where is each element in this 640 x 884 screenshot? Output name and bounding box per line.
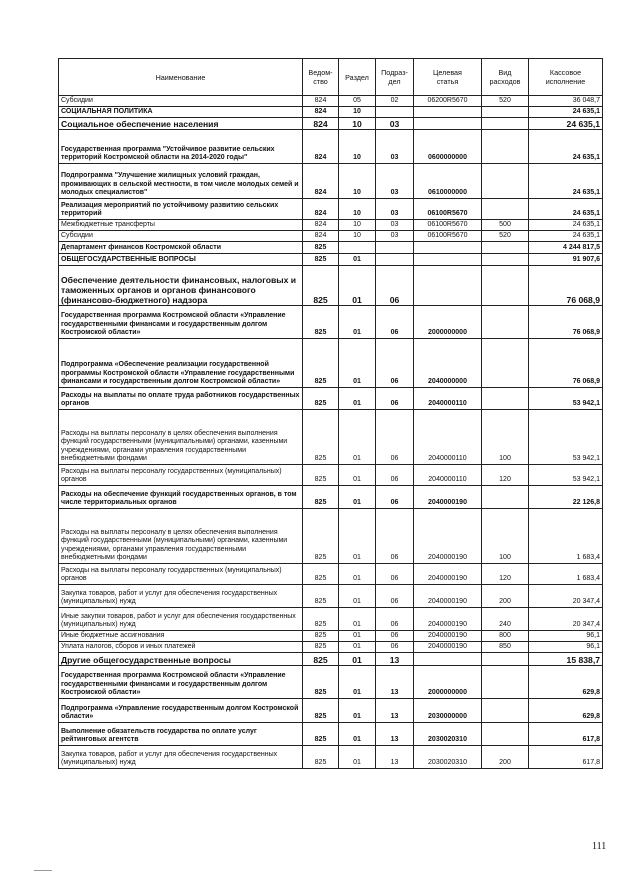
cell-vid: [482, 486, 529, 509]
table-row: [59, 564, 603, 585]
cell-name: Расходы на обеспечение функций государственных органов, в том числе территориальных органов: [59, 486, 303, 509]
cell-sum: 24 635,1: [529, 118, 603, 130]
cell-vid: [482, 388, 529, 410]
cell-podrazdel: [376, 107, 414, 118]
scan-mark: [34, 870, 52, 871]
cell-vedom: 825: [303, 666, 339, 699]
cell-podrazdel: 06: [376, 266, 414, 306]
cell-razdel: 01: [339, 699, 376, 723]
table-row: [59, 699, 603, 723]
table-row: [59, 96, 603, 107]
cell-razdel: 01: [339, 585, 376, 608]
cell-vedom: 825: [303, 388, 339, 410]
cell-sum: 1 683,4: [529, 509, 603, 564]
cell-razdel: 01: [339, 608, 376, 631]
cell-name: Расходы на выплаты персоналу государственных (муниципальных) органов: [59, 564, 303, 585]
cell-vid: [482, 199, 529, 220]
table-row: [59, 339, 603, 388]
cell-sum: 20 347,4: [529, 608, 603, 631]
cell-podrazdel: 06: [376, 306, 414, 339]
cell-vid: 520: [482, 96, 529, 107]
cell-name: Департамент финансов Костромской области: [59, 242, 303, 254]
cell-sum: 53 942,1: [529, 388, 603, 410]
cell-vedom: 825: [303, 509, 339, 564]
cell-vid: 500: [482, 220, 529, 231]
cell-podrazdel: 03: [376, 130, 414, 164]
cell-target: 2040000190: [414, 486, 482, 509]
cell-podrazdel: 02: [376, 96, 414, 107]
cell-name: Расходы на выплаты персоналу в целях обеспечения выполнения функций государственными (муниципальными) органами, казенными учреждениями, органами управления государственными внебюджетными фондами: [59, 509, 303, 564]
cell-vedom: 825: [303, 465, 339, 486]
cell-name: Подпрограмма «Управление государственным долгом Костромской области»: [59, 699, 303, 723]
header-razdel: Раздел: [339, 59, 376, 96]
cell-target: [414, 107, 482, 118]
cell-razdel: 10: [339, 107, 376, 118]
cell-razdel: 01: [339, 410, 376, 465]
cell-target: [414, 266, 482, 306]
cell-podrazdel: 13: [376, 666, 414, 699]
cell-name: Субсидии: [59, 231, 303, 242]
cell-target: [414, 254, 482, 266]
cell-target: 2000000000: [414, 666, 482, 699]
cell-razdel: 01: [339, 564, 376, 585]
cell-vid: 200: [482, 746, 529, 769]
cell-target: 2040000190: [414, 585, 482, 608]
cell-vedom: 825: [303, 486, 339, 509]
cell-razdel: 10: [339, 231, 376, 242]
cell-sum: 53 942,1: [529, 410, 603, 465]
cell-sum: 617,8: [529, 746, 603, 769]
cell-vedom: 825: [303, 266, 339, 306]
cell-podrazdel: 06: [376, 465, 414, 486]
cell-vedom: 825: [303, 699, 339, 723]
cell-sum: 24 635,1: [529, 164, 603, 199]
cell-vid: 120: [482, 564, 529, 585]
cell-target: 2040000190: [414, 642, 482, 653]
cell-name: Расходы на выплаты персоналу государственных (муниципальных) органов: [59, 465, 303, 486]
cell-name: Подпрограмма "Улучшение жилищных условий граждан, проживающих в сельской местности, в том числе молодых семей и молодых специалистов": [59, 164, 303, 199]
table-row: [59, 242, 603, 254]
cell-sum: 15 838,7: [529, 653, 603, 666]
cell-podrazdel: 13: [376, 746, 414, 769]
cell-vedom: 825: [303, 642, 339, 653]
cell-razdel: 01: [339, 509, 376, 564]
cell-podrazdel: 03: [376, 231, 414, 242]
cell-razdel: 01: [339, 486, 376, 509]
cell-razdel: 10: [339, 199, 376, 220]
cell-vid: [482, 164, 529, 199]
cell-target: 2040000110: [414, 410, 482, 465]
cell-razdel: 01: [339, 465, 376, 486]
cell-target: 2040000190: [414, 631, 482, 642]
cell-razdel: 01: [339, 306, 376, 339]
cell-name: Субсидии: [59, 96, 303, 107]
cell-target: 06100R5670: [414, 220, 482, 231]
cell-vedom: 825: [303, 746, 339, 769]
header-name: Наименование: [59, 59, 303, 96]
cell-target: 2030000000: [414, 699, 482, 723]
cell-name: Расходы на выплаты по оплате труда работников государственных органов: [59, 388, 303, 410]
cell-vid: [482, 723, 529, 746]
cell-razdel: 01: [339, 339, 376, 388]
cell-vedom: 824: [303, 231, 339, 242]
cell-sum: 24 635,1: [529, 130, 603, 164]
cell-name: Межбюджетные трансферты: [59, 220, 303, 231]
header-sum: Кассовое исполнение: [529, 59, 603, 96]
cell-podrazdel: 06: [376, 585, 414, 608]
cell-target: [414, 118, 482, 130]
cell-podrazdel: 13: [376, 699, 414, 723]
cell-name: Выполнение обязательств государства по оплате услуг рейтинговых агентств: [59, 723, 303, 746]
cell-name: Государственная программа "Устойчивое развитие сельских территорий Костромской области на 2014-2020 годы": [59, 130, 303, 164]
table-row: [59, 723, 603, 746]
table-row: [59, 199, 603, 220]
cell-vedom: 825: [303, 254, 339, 266]
cell-podrazdel: [376, 254, 414, 266]
cell-sum: 629,8: [529, 699, 603, 723]
cell-vid: 100: [482, 410, 529, 465]
cell-vedom: 825: [303, 653, 339, 666]
cell-razdel: 01: [339, 666, 376, 699]
cell-razdel: 01: [339, 388, 376, 410]
cell-sum: 76 068,9: [529, 339, 603, 388]
cell-vedom: 824: [303, 118, 339, 130]
cell-name: Государственная программа Костромской области «Управление государственными финансами и государственным долгом Костромской области»: [59, 666, 303, 699]
cell-vid: 800: [482, 631, 529, 642]
table-row: [59, 666, 603, 699]
cell-name: Закупка товаров, работ и услуг для обеспечения государственных (муниципальных) нужд: [59, 746, 303, 769]
cell-sum: 24 635,1: [529, 220, 603, 231]
cell-name: Подпрограмма «Обеспечение реализации государственной программы Костромской области «Управление государственными финансами и государственным долгом Костромской области»: [59, 339, 303, 388]
cell-razdel: 01: [339, 653, 376, 666]
cell-vedom: 825: [303, 631, 339, 642]
table-row: [59, 266, 603, 306]
cell-vid: [482, 699, 529, 723]
cell-vedom: 825: [303, 306, 339, 339]
cell-sum: 20 347,4: [529, 585, 603, 608]
cell-vedom: 824: [303, 130, 339, 164]
table-row: [59, 653, 603, 666]
cell-name: Социальное обеспечение населения: [59, 118, 303, 130]
cell-target: 2030020310: [414, 723, 482, 746]
cell-vid: 100: [482, 509, 529, 564]
cell-name: Другие общегосударственные вопросы: [59, 653, 303, 666]
cell-razdel: 10: [339, 164, 376, 199]
cell-podrazdel: 06: [376, 642, 414, 653]
cell-vid: [482, 666, 529, 699]
cell-podrazdel: [376, 242, 414, 254]
table-row: [59, 486, 603, 509]
cell-vid: [482, 266, 529, 306]
table-row: [59, 231, 603, 242]
cell-target: 06200R5670: [414, 96, 482, 107]
cell-sum: 24 635,1: [529, 107, 603, 118]
cell-vid: 240: [482, 608, 529, 631]
cell-podrazdel: 06: [376, 631, 414, 642]
table-row: [59, 164, 603, 199]
cell-target: 2030020310: [414, 746, 482, 769]
cell-razdel: 01: [339, 254, 376, 266]
table-row: [59, 388, 603, 410]
cell-razdel: 10: [339, 118, 376, 130]
cell-razdel: 01: [339, 631, 376, 642]
cell-vid: [482, 653, 529, 666]
cell-razdel: [339, 242, 376, 254]
table-row: [59, 130, 603, 164]
cell-sum: 1 683,4: [529, 564, 603, 585]
cell-name: Иные закупки товаров, работ и услуг для обеспечения государственных (муниципальных) нужд: [59, 608, 303, 631]
cell-vedom: 825: [303, 564, 339, 585]
cell-sum: 96,1: [529, 631, 603, 642]
cell-target: 2040000190: [414, 608, 482, 631]
table-row: [59, 465, 603, 486]
cell-vedom: 824: [303, 199, 339, 220]
table-row: [59, 410, 603, 465]
cell-vedom: 825: [303, 242, 339, 254]
cell-vedom: 825: [303, 339, 339, 388]
cell-vid: [482, 118, 529, 130]
cell-vedom: 825: [303, 723, 339, 746]
cell-sum: 53 942,1: [529, 465, 603, 486]
cell-sum: 24 635,1: [529, 231, 603, 242]
cell-target: 2040000110: [414, 388, 482, 410]
cell-name: ОБЩЕГОСУДАРСТВЕННЫЕ ВОПРОСЫ: [59, 254, 303, 266]
budget-table: [58, 58, 603, 769]
cell-podrazdel: 13: [376, 653, 414, 666]
cell-podrazdel: 03: [376, 118, 414, 130]
cell-name: Закупка товаров, работ и услуг для обеспечения государственных (муниципальных) нужд: [59, 585, 303, 608]
cell-name: Государственная программа Костромской области «Управление государственными финансами и государственным долгом Костромской области»: [59, 306, 303, 339]
table-row: [59, 107, 603, 118]
cell-podrazdel: 03: [376, 164, 414, 199]
header-target: Целевая статья: [414, 59, 482, 96]
cell-vedom: 824: [303, 220, 339, 231]
cell-vid: [482, 130, 529, 164]
cell-target: 2000000000: [414, 306, 482, 339]
cell-target: 06100R5670: [414, 199, 482, 220]
page-number: 111: [592, 841, 607, 852]
cell-sum: 91 907,6: [529, 254, 603, 266]
cell-podrazdel: 03: [376, 199, 414, 220]
cell-podrazdel: 06: [376, 410, 414, 465]
cell-name: СОЦИАЛЬНАЯ ПОЛИТИКА: [59, 107, 303, 118]
cell-vid: [482, 306, 529, 339]
cell-target: [414, 653, 482, 666]
table-row: [59, 306, 603, 339]
cell-vid: 200: [482, 585, 529, 608]
header-vedom: Ведом- ство: [303, 59, 339, 96]
table-row: [59, 585, 603, 608]
cell-vedom: 824: [303, 164, 339, 199]
cell-vedom: 824: [303, 107, 339, 118]
cell-vedom: 825: [303, 585, 339, 608]
cell-podrazdel: 06: [376, 509, 414, 564]
cell-sum: 24 635,1: [529, 199, 603, 220]
table-row: [59, 631, 603, 642]
cell-vid: 850: [482, 642, 529, 653]
table-row: [59, 746, 603, 769]
cell-target: 0610000000: [414, 164, 482, 199]
cell-vid: 520: [482, 231, 529, 242]
table-row: [59, 254, 603, 266]
table-row: [59, 220, 603, 231]
cell-podrazdel: 06: [376, 564, 414, 585]
cell-target: 2040000110: [414, 465, 482, 486]
cell-razdel: 05: [339, 96, 376, 107]
cell-sum: 22 126,8: [529, 486, 603, 509]
header-podrazdel: Подраз- дел: [376, 59, 414, 96]
cell-podrazdel: 06: [376, 339, 414, 388]
cell-sum: 629,8: [529, 666, 603, 699]
cell-target: [414, 242, 482, 254]
table-header-row: [59, 59, 603, 96]
cell-vid: [482, 107, 529, 118]
cell-vid: [482, 339, 529, 388]
table-row: [59, 118, 603, 130]
cell-name: Уплата налогов, сборов и иных платежей: [59, 642, 303, 653]
cell-vedom: 825: [303, 608, 339, 631]
cell-razdel: 01: [339, 746, 376, 769]
cell-sum: 76 068,9: [529, 306, 603, 339]
cell-podrazdel: 06: [376, 486, 414, 509]
header-vid: Вид расходов: [482, 59, 529, 96]
table-body: [59, 96, 603, 769]
cell-name: Обеспечение деятельности финансовых, налоговых и таможенных органов и органов финансового (финансово-бюджетного) надзора: [59, 266, 303, 306]
cell-razdel: 10: [339, 220, 376, 231]
cell-name: Расходы на выплаты персоналу в целях обеспечения выполнения функций государственными (муниципальными) органами, казенными учреждениями, органами управления государственными внебюджетными фондами: [59, 410, 303, 465]
cell-sum: 76 068,9: [529, 266, 603, 306]
table-row: [59, 509, 603, 564]
cell-target: 2040000190: [414, 509, 482, 564]
cell-sum: 96,1: [529, 642, 603, 653]
cell-razdel: 01: [339, 723, 376, 746]
table-row: [59, 608, 603, 631]
cell-sum: 36 048,7: [529, 96, 603, 107]
cell-target: 0600000000: [414, 130, 482, 164]
cell-vedom: 824: [303, 96, 339, 107]
cell-target: 2040000190: [414, 564, 482, 585]
cell-vid: 120: [482, 465, 529, 486]
table-row: [59, 642, 603, 653]
cell-sum: 4 244 817,5: [529, 242, 603, 254]
cell-target: 2040000000: [414, 339, 482, 388]
cell-podrazdel: 06: [376, 388, 414, 410]
cell-name: Иные бюджетные ассигнования: [59, 631, 303, 642]
cell-vid: [482, 254, 529, 266]
cell-razdel: 01: [339, 266, 376, 306]
cell-podrazdel: 13: [376, 723, 414, 746]
cell-target: 06100R5670: [414, 231, 482, 242]
cell-name: Реализация мероприятий по устойчивому развитию сельских территорий: [59, 199, 303, 220]
cell-vedom: 825: [303, 410, 339, 465]
cell-razdel: 10: [339, 130, 376, 164]
cell-podrazdel: 06: [376, 608, 414, 631]
cell-razdel: 01: [339, 642, 376, 653]
cell-vid: [482, 242, 529, 254]
cell-podrazdel: 03: [376, 220, 414, 231]
cell-sum: 617,8: [529, 723, 603, 746]
